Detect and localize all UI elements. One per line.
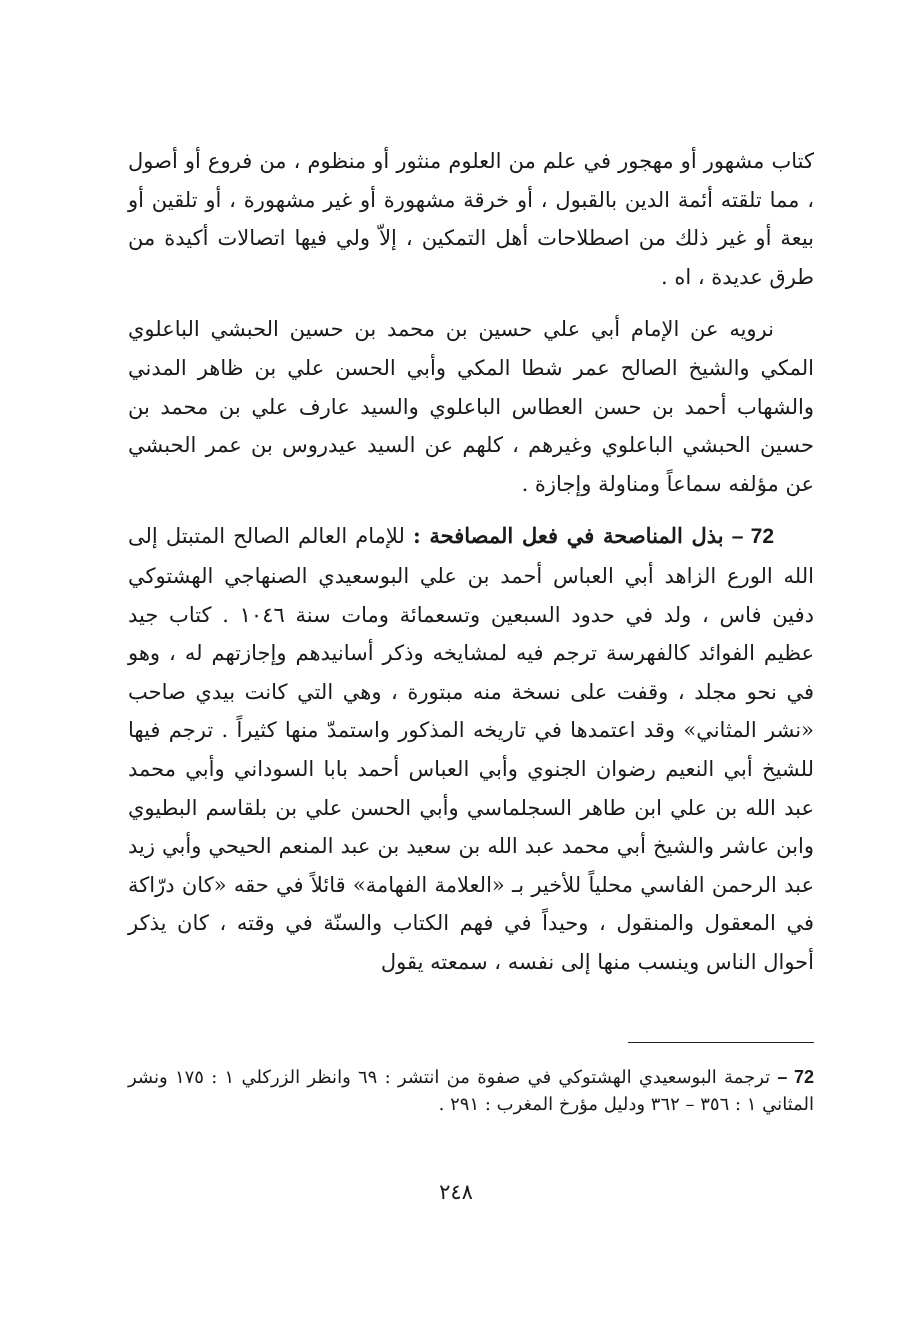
footnote-number: 72 – xyxy=(777,1067,814,1087)
entry-title: بذل المناصحة في فعل المصافحة : xyxy=(412,523,724,549)
page-number: ٢٤٨ xyxy=(439,1180,473,1204)
entry-text: للإمام العالم الصالح المتبتل إلى الله الورع الزاهد أبي العباس أحمد بن علي البوسعيدي الصنهاجي الهشتوكي دفين فاس ، ولد في حدود السبعين وتسعمائة ومات سنة ١٠٤٦ . كتاب جيد عظيم الفوائد كالفهرسة ترجم فيه لمشايخه وذكر أسانيدهم وإجازتهم له ، وهو في نحو مجلد ، وقفت على نسخة منه مبتورة ، وهي التي كانت بيدي صاحب «نشر المثاني» وقد اعتمدها في تاريخه المذكور واستمدّ منها كثيراً . ترجم فيها للشيخ أبي النعيم رضوان الجنوي وأبي العباس أحمد بابا السوداني وأبي محمد عبد الله بن علي ابن طاهر السجلماسي وأبي الحسن علي بن بلقاسم البطيوي وابن عاشر والشيخ أبي محمد عبد الله بن سعيد بن عبد المنعم الحيحي وأبي زيد عبد الرحمن الفاسي محلياً للأخير بـ «العلامة الفهامة» قائلاً في حقه «كان درّاكة في المعقول والمنقول ، وحيداً في فهم الكتاب والسنّة في وقته ، كان يذكر أحوال الناس وينسب منها إلى نفسه ، سمعته يقول xyxy=(128,524,814,974)
main-text xyxy=(128,142,814,981)
paragraph-continuation: كتاب مشهور أو مهجور في علم من العلوم منثور أو منظوم ، من فروع أو أصول ، مما تلقته أئمة الدين بالقبول ، أو خرقة مشهورة أو غير مشهورة ، أو تلقين أو بيعة أو غير ذلك من اصطلاحات أهل التمكين ، إلاّ ولي فيها اتصالات أكيدة من طرق عديدة ، اه . xyxy=(128,149,814,289)
entry-number: 72 – xyxy=(731,525,774,549)
entry-72 xyxy=(128,517,814,981)
footnote-divider xyxy=(628,1042,814,1043)
footnote xyxy=(128,1064,814,1118)
footnote-text: ترجمة البوسعيدي الهشتوكي في صفوة من انتشر : ٦٩ وانظر الزركلي ١ : ١٧٥ ونشر المثاني ١ : ٣٥٦ – ٣٦٢ ودليل مؤرخ المغرب : ٢٩١ . xyxy=(128,1067,814,1115)
paragraph-narration-chain: نرويه عن الإمام أبي علي حسين بن محمد بن حسين الحبشي الباعلوي المكي والشيخ الصالح عمر شطا المكي وأبي الحسن علي بن ظاهر المدني والشهاب أحمد بن حسن العطاس الباعلوي والسيد عارف علي بن محمد بن حسين الحبشي الباعلوي وغيرهم ، كلهم عن السيد عيدروس بن عمر الحبشي عن مؤلفه سماعاً ومناولة وإجازة . xyxy=(128,317,814,496)
